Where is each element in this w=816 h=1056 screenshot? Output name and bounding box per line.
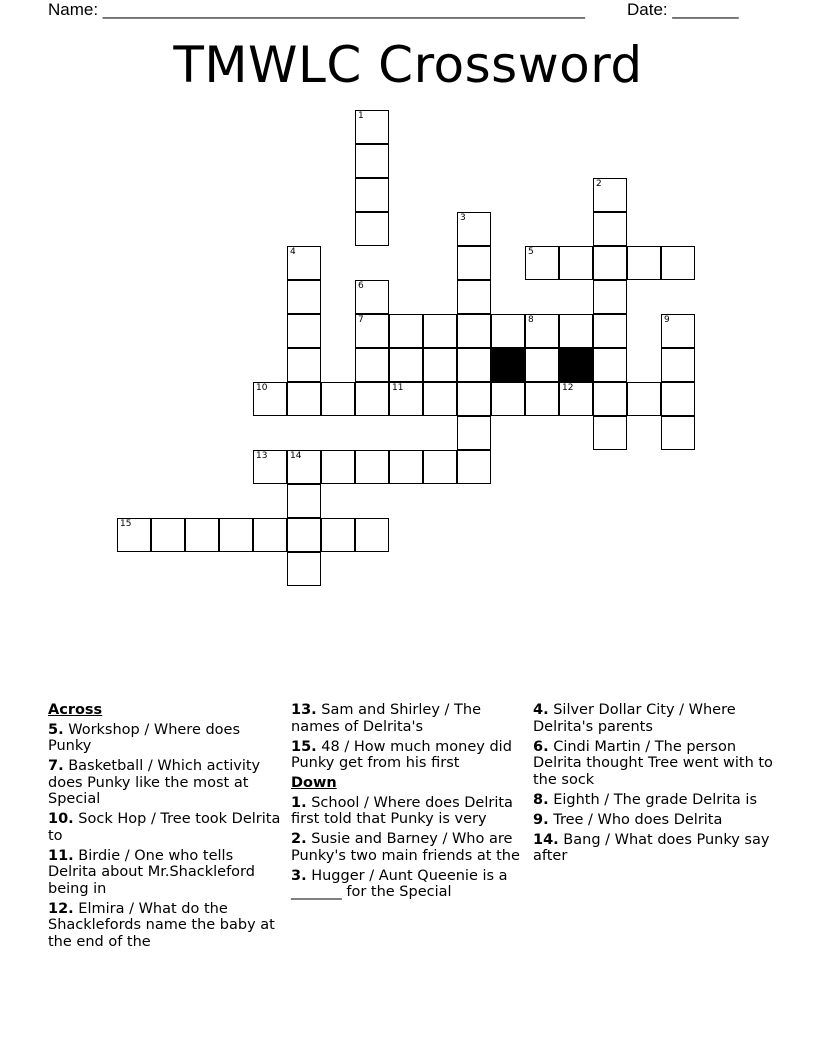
clue-column-2 xyxy=(291,702,521,904)
grid-cell[interactable] xyxy=(355,348,389,382)
grid-cell[interactable] xyxy=(287,552,321,586)
clue-across-12: 12. Elmira / What do the Shacklefords name the baby at the end of the xyxy=(48,900,275,950)
grid-cell[interactable] xyxy=(559,246,593,280)
grid-cell[interactable] xyxy=(219,518,253,552)
grid-cell[interactable] xyxy=(287,518,321,552)
grid-cell[interactable] xyxy=(559,382,593,416)
grid-cell[interactable] xyxy=(287,246,321,280)
grid-cell[interactable] xyxy=(355,178,389,212)
grid-cell[interactable] xyxy=(593,246,627,280)
grid-cell[interactable] xyxy=(423,348,457,382)
clue-across-15: 15. 48 / How much money did Punky get from his first xyxy=(291,738,512,771)
clue-column-3 xyxy=(533,702,773,868)
grid-cell[interactable] xyxy=(355,314,389,348)
grid-cell[interactable] xyxy=(287,450,321,484)
cell-number: 12 xyxy=(562,383,574,393)
cell-number: 4 xyxy=(290,247,296,257)
grid-cell[interactable] xyxy=(525,382,559,416)
grid-cell[interactable] xyxy=(287,348,321,382)
cell-number: 7 xyxy=(358,315,364,325)
clue-across-7: 7. Basketball / Which activity does Punky like the most at Special xyxy=(48,758,261,807)
grid-cell[interactable] xyxy=(593,280,627,314)
grid-cell[interactable] xyxy=(593,348,627,382)
grid-cell[interactable] xyxy=(355,144,389,178)
grid-cell[interactable] xyxy=(525,314,559,348)
grid-cell[interactable] xyxy=(457,212,491,246)
grid-cell[interactable] xyxy=(389,382,423,416)
grid-cell[interactable] xyxy=(321,450,355,484)
cell-number: 1 xyxy=(358,111,364,121)
cell-number: 14 xyxy=(290,451,302,461)
clue-across-10: 10. Sock Hop / Tree took Delrita to xyxy=(48,811,281,844)
clue-down-14: 14. Bang / What does Punky say after xyxy=(533,831,770,864)
clue-down-9: 9. Tree / Who does Delrita xyxy=(533,811,723,828)
clue-across-13: 13. Sam and Shirley / The names of Delrita's xyxy=(291,702,481,735)
grid-cell[interactable] xyxy=(151,518,185,552)
grid-cell[interactable] xyxy=(593,178,627,212)
cell-number: 13 xyxy=(256,451,268,461)
grid-cell[interactable] xyxy=(491,382,525,416)
grid-cell[interactable] xyxy=(355,518,389,552)
cell-number: 8 xyxy=(528,315,534,325)
grid-cell[interactable] xyxy=(423,314,457,348)
grid-cell[interactable] xyxy=(525,348,559,382)
grid-cell[interactable] xyxy=(423,450,457,484)
grid-cell[interactable] xyxy=(253,518,287,552)
grid-cell[interactable] xyxy=(389,450,423,484)
cell-number: 9 xyxy=(664,315,670,325)
cell-number: 2 xyxy=(596,179,602,189)
grid-cell[interactable] xyxy=(627,246,661,280)
grid-cell[interactable] xyxy=(253,450,287,484)
clue-down-1: 1. School / Where does Delrita first told that Punky is very xyxy=(291,794,513,827)
grid-cell[interactable] xyxy=(661,416,695,450)
grid-cell[interactable] xyxy=(661,314,695,348)
grid-cell[interactable] xyxy=(287,382,321,416)
grid-cell[interactable] xyxy=(593,314,627,348)
across-heading: Across xyxy=(48,702,103,718)
grid-cell[interactable] xyxy=(355,280,389,314)
grid-cell[interactable] xyxy=(457,416,491,450)
clue-across-5: 5. Workshop / Where does Punky xyxy=(48,721,241,754)
cell-number: 10 xyxy=(256,383,268,393)
name-field-label: Name: ___________________________________________________ xyxy=(48,0,585,19)
black-square xyxy=(491,348,525,382)
date-field-label: Date: _______ xyxy=(627,0,739,19)
cell-number: 11 xyxy=(392,383,404,393)
grid-cell[interactable] xyxy=(457,348,491,382)
grid-cell[interactable] xyxy=(287,280,321,314)
grid-cell[interactable] xyxy=(661,382,695,416)
grid-cell[interactable] xyxy=(661,348,695,382)
clue-down-6: 6. Cindi Martin / The person Delrita thought Tree went with to the sock xyxy=(533,738,773,788)
grid-cell[interactable] xyxy=(321,518,355,552)
grid-cell[interactable] xyxy=(355,382,389,416)
grid-cell[interactable] xyxy=(253,382,287,416)
cell-number: 6 xyxy=(358,281,364,291)
grid-cell[interactable] xyxy=(491,314,525,348)
clue-down-8: 8. Eighth / The grade Delrita is xyxy=(533,791,758,808)
grid-cell[interactable] xyxy=(321,382,355,416)
grid-cell[interactable] xyxy=(423,382,457,416)
grid-cell[interactable] xyxy=(593,382,627,416)
clue-down-4: 4. Silver Dollar City / Where Delrita's parents xyxy=(533,702,736,735)
grid-cell[interactable] xyxy=(457,450,491,484)
grid-cell[interactable] xyxy=(559,314,593,348)
down-heading: Down xyxy=(291,775,337,791)
grid-cell[interactable] xyxy=(355,110,389,144)
page-title: TMWLC Crossword xyxy=(173,36,643,94)
grid-cell[interactable] xyxy=(117,518,151,552)
grid-cell[interactable] xyxy=(525,246,559,280)
grid-cell[interactable] xyxy=(457,280,491,314)
grid-cell[interactable] xyxy=(355,450,389,484)
cell-number: 3 xyxy=(460,213,466,223)
grid-cell[interactable] xyxy=(593,416,627,450)
grid-cell[interactable] xyxy=(457,314,491,348)
grid-cell[interactable] xyxy=(661,246,695,280)
grid-cell[interactable] xyxy=(457,382,491,416)
clue-down-3: 3. Hugger / Aunt Queenie is a _______ for the Special xyxy=(291,867,508,900)
grid-cell[interactable] xyxy=(389,348,423,382)
cell-number: 15 xyxy=(120,519,132,529)
grid-cell[interactable] xyxy=(287,314,321,348)
clue-column-1 xyxy=(48,702,284,954)
grid-cell[interactable] xyxy=(185,518,219,552)
black-square xyxy=(559,348,593,382)
grid-cell[interactable] xyxy=(389,314,423,348)
cell-number: 5 xyxy=(528,247,534,257)
grid-cell[interactable] xyxy=(627,382,661,416)
clue-down-2: 2. Susie and Barney / Who are Punky's two main friends at the xyxy=(291,831,520,864)
grid-cell[interactable] xyxy=(355,212,389,246)
clue-across-11: 11. Birdie / One who tells Delrita about Mr.Shackleford being in xyxy=(48,847,255,897)
grid-cell[interactable] xyxy=(287,484,321,518)
grid-cell[interactable] xyxy=(457,246,491,280)
grid-cell[interactable] xyxy=(593,212,627,246)
